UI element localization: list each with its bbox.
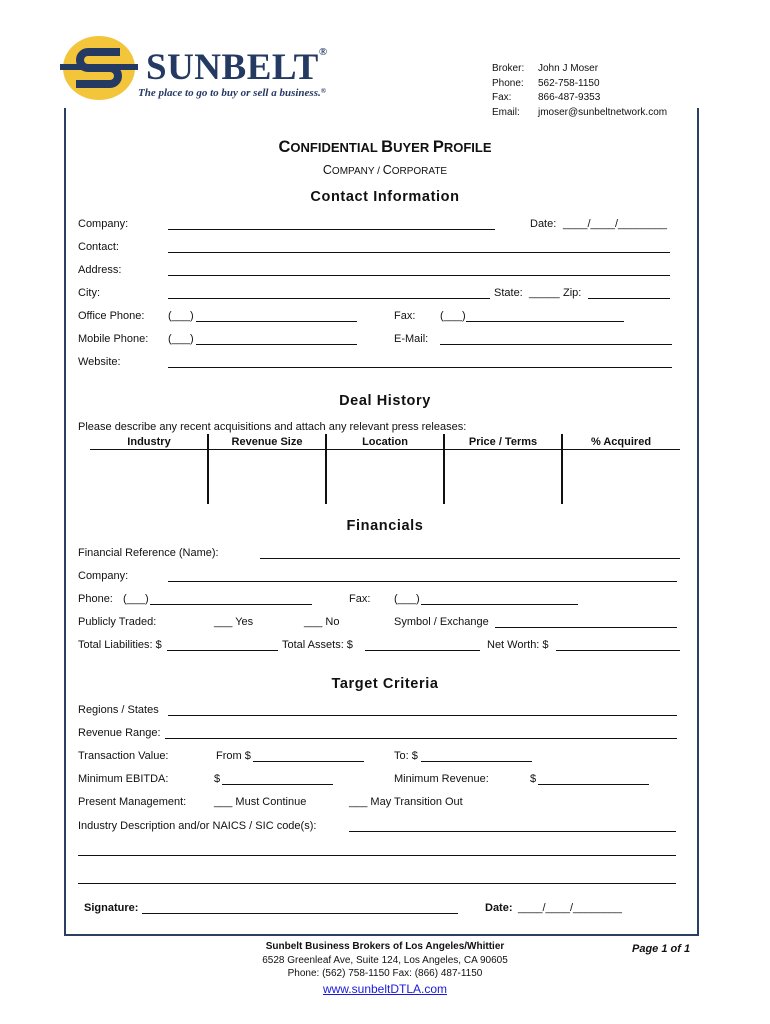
- signature-label: Signature:: [84, 902, 139, 914]
- col-industry: Industry: [127, 436, 171, 448]
- city-input[interactable]: [168, 285, 490, 298]
- deal-history-instructions: Please describe any recent acquisitions and attach any relevant press releases:: [78, 421, 467, 433]
- regions-line: [168, 715, 677, 716]
- brand-tagline: The place to go to buy or sell a business.®: [138, 87, 326, 99]
- symbol-exchange-label: Symbol / Exchange: [394, 616, 489, 628]
- financial-reference-input[interactable]: [260, 545, 680, 558]
- city-line: [168, 298, 490, 299]
- deal-table-divider: [207, 434, 209, 504]
- total-assets-label: Total Assets: $: [282, 639, 353, 651]
- form-title: CONFIDENTIAL BUYER PROFILE: [278, 138, 492, 156]
- website-input[interactable]: [168, 354, 672, 367]
- deal-revenue-input[interactable]: [212, 460, 322, 496]
- signature-line: [142, 913, 458, 914]
- min-revenue-label: Minimum Revenue:: [394, 773, 489, 785]
- min-ebitda-label: Minimum EBITDA:: [78, 773, 169, 785]
- present-management-label: Present Management:: [78, 796, 187, 808]
- state-blank[interactable]: _____: [529, 287, 560, 299]
- zip-label: Zip:: [563, 287, 582, 299]
- publicly-traded-no[interactable]: ___ No: [304, 616, 340, 628]
- deal-table-divider: [443, 434, 445, 504]
- zip-line: [588, 298, 670, 299]
- industry-description-input-2[interactable]: [78, 842, 676, 855]
- broker-phone-label: Phone:: [492, 77, 524, 89]
- company-input[interactable]: [168, 216, 495, 229]
- net-worth-line: [556, 650, 680, 651]
- footer-company: Sunbelt Business Brokers of Los Angeles/Whittier: [265, 941, 505, 952]
- fin-fax-input[interactable]: [421, 591, 578, 604]
- mobile-phone-area: (___): [168, 333, 194, 345]
- transaction-from-input[interactable]: [253, 748, 364, 761]
- fax-area: (___): [440, 310, 466, 322]
- transaction-from-label: From $: [216, 750, 251, 762]
- fin-company-input[interactable]: [168, 568, 677, 581]
- symbol-exchange-input[interactable]: [495, 614, 677, 627]
- website-label: Website:: [78, 356, 121, 368]
- contact-section-heading: Contact Information: [310, 189, 460, 205]
- form-subtitle: COMPANY / CORPORATE: [322, 163, 448, 177]
- publicly-traded-label: Publicly Traded:: [78, 616, 157, 628]
- total-assets-input[interactable]: [365, 637, 480, 650]
- deal-table-header-rule: [90, 449, 680, 450]
- contact-input[interactable]: [168, 239, 670, 252]
- fin-company-label: Company:: [78, 570, 129, 582]
- broker-email: jmoser@sunbeltnetwork.com: [538, 106, 668, 118]
- address-input[interactable]: [168, 262, 670, 275]
- mobile-phone-input[interactable]: [196, 331, 357, 344]
- industry-description-label: Industry Description and/or NAICS / SIC code(s):: [78, 820, 317, 832]
- broker-phone: 562-758-1150: [538, 77, 600, 89]
- financial-reference-label: Financial Reference (Name):: [78, 547, 219, 559]
- industry-description-line: [349, 831, 676, 832]
- col-price-terms: Price / Terms: [468, 436, 538, 448]
- office-phone-area: (___): [168, 310, 194, 322]
- address-label: Address:: [78, 264, 122, 276]
- min-ebitda-input[interactable]: [222, 771, 333, 784]
- fin-fax-line: [421, 604, 578, 605]
- deal-location-input[interactable]: [330, 460, 440, 496]
- publicly-traded-yes[interactable]: ___ Yes: [214, 616, 254, 628]
- col-revenue-size: Revenue Size: [231, 436, 303, 448]
- revenue-range-label: Revenue Range:: [78, 727, 161, 739]
- email-line: [440, 344, 672, 345]
- deal-acquired-input[interactable]: [566, 460, 678, 496]
- transaction-value-label: Transaction Value:: [78, 750, 169, 762]
- may-transition-option[interactable]: ___ May Transition Out: [349, 796, 463, 808]
- revenue-range-line: [165, 738, 677, 739]
- footer-address: 6528 Greenleaf Ave, Suite 124, Los Angeles, CA 90605: [262, 955, 508, 966]
- industry-description-line-2: [78, 855, 676, 856]
- broker-fax-label: Fax:: [492, 92, 512, 103]
- broker-label: Broker:: [492, 63, 525, 74]
- zip-input[interactable]: [588, 285, 670, 298]
- deal-price-input[interactable]: [448, 460, 558, 496]
- fax-input[interactable]: [466, 308, 624, 321]
- must-continue-option[interactable]: ___ Must Continue: [214, 796, 307, 808]
- total-liabilities-line: [167, 650, 278, 651]
- broker-name: John J Moser: [538, 63, 599, 74]
- website-line: [168, 367, 672, 368]
- symbol-exchange-line: [495, 627, 677, 628]
- state-label: State:: [494, 287, 523, 299]
- fax-line: [466, 321, 624, 322]
- transaction-from-line: [253, 761, 364, 762]
- mobile-phone-line: [196, 344, 357, 345]
- industry-description-input-3[interactable]: [78, 870, 676, 883]
- fin-fax-label: Fax:: [349, 593, 371, 605]
- regions-input[interactable]: [168, 702, 677, 715]
- total-assets-line: [365, 650, 480, 651]
- company-line: [168, 229, 495, 230]
- fin-phone-line: [150, 604, 312, 605]
- fin-phone-input[interactable]: [150, 591, 312, 604]
- transaction-to-input[interactable]: [421, 748, 532, 761]
- target-criteria-heading: Target Criteria: [331, 676, 439, 692]
- footer-website-link[interactable]: www.sunbeltDTLA.com: [322, 982, 448, 996]
- min-ebitda-line: [222, 784, 333, 785]
- broker-email-label: Email:: [492, 106, 520, 118]
- industry-description-line-3: [78, 883, 676, 884]
- date-blank[interactable]: ____/____/________: [563, 218, 667, 230]
- date-label: Date:: [530, 218, 557, 230]
- fax-label: Fax:: [394, 310, 416, 322]
- fin-phone-area: (___): [123, 593, 149, 605]
- min-revenue-dollar: $: [530, 773, 537, 785]
- office-phone-line: [196, 321, 357, 322]
- email-label: E-Mail:: [394, 333, 429, 345]
- deal-history-heading: Deal History: [339, 393, 431, 409]
- signature-input[interactable]: [142, 900, 458, 913]
- transaction-to-line: [421, 761, 532, 762]
- total-liabilities-input[interactable]: [167, 637, 278, 650]
- sunbelt-logo: [58, 32, 348, 104]
- deal-table-divider: [325, 434, 327, 504]
- city-label: City:: [78, 287, 100, 299]
- fin-company-line: [168, 581, 677, 582]
- office-phone-input[interactable]: [196, 308, 357, 321]
- net-worth-label: Net Worth: $: [487, 639, 549, 651]
- brand-name: SUNBELT®: [146, 46, 328, 88]
- industry-description-input[interactable]: [349, 818, 676, 831]
- signature-date-label: Date:: [485, 902, 513, 914]
- company-label: Company:: [78, 218, 129, 230]
- regions-label: Regions / States: [78, 704, 159, 716]
- footer-phones: Phone: (562) 758-1150 Fax: (866) 487-1150: [287, 968, 483, 979]
- financial-reference-line: [260, 558, 680, 559]
- revenue-range-input[interactable]: [165, 725, 677, 738]
- min-revenue-input[interactable]: [538, 771, 649, 784]
- page-number: Page 1 of 1: [632, 943, 691, 955]
- email-input[interactable]: [440, 331, 672, 344]
- sunbelt-logo-emblem: [58, 32, 140, 104]
- min-ebitda-dollar: $: [214, 773, 221, 785]
- total-liabilities-label: Total Liabilities: $: [78, 639, 162, 651]
- col-location: Location: [362, 436, 408, 448]
- contact-line: [168, 252, 670, 253]
- col-percent-acquired: % Acquired: [590, 436, 652, 448]
- fin-fax-area: (___): [394, 593, 420, 605]
- financials-heading: Financials: [346, 518, 424, 534]
- signature-date-blank[interactable]: ____/____/________: [518, 902, 622, 914]
- contact-label: Contact:: [78, 241, 119, 253]
- address-line: [168, 275, 670, 276]
- deal-industry-input[interactable]: [92, 460, 204, 496]
- transaction-to-label: To: $: [394, 750, 418, 762]
- fin-phone-label: Phone:: [78, 593, 113, 605]
- mobile-phone-label: Mobile Phone:: [78, 333, 149, 345]
- broker-fax: 866-487-9353: [538, 92, 601, 103]
- office-phone-label: Office Phone:: [78, 310, 145, 322]
- net-worth-input[interactable]: [556, 637, 680, 650]
- deal-table-divider: [561, 434, 563, 504]
- min-revenue-line: [538, 784, 649, 785]
